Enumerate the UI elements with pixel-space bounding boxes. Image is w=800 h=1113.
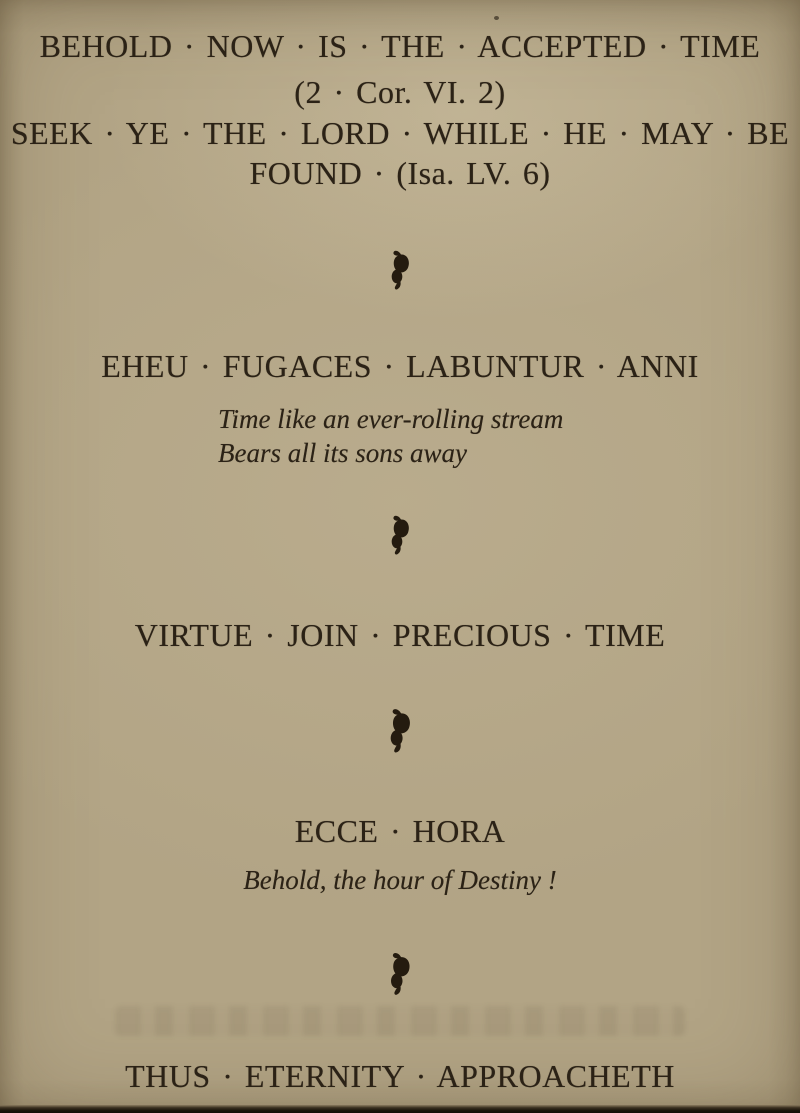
fleuron-leaf-icon (388, 248, 413, 290)
translation-line: Behold, the hour of Destiny ! (243, 865, 557, 895)
paper-speck (494, 16, 499, 20)
inscription-line-with-reference: FOUND · (Isa. LV. 6) (249, 155, 551, 191)
inscription-heading: VIRTUE · JOIN · PRECIOUS · TIME (134, 617, 666, 653)
fleuron-leaf-icon (386, 706, 414, 753)
inscription-heading: EHEU · FUGACES · LABUNTUR · ANNI (101, 348, 699, 384)
page-bottom-edge-shadow (0, 1105, 800, 1113)
inscription-heading: THUS · ETERNITY · APPROACHETH (125, 1058, 675, 1094)
inscription-line: SEEK · YE · THE · LORD · WHILE · HE · MAY · BE (10, 115, 790, 151)
translation-line: Bears all its sons away (218, 438, 468, 468)
fleuron-leaf-icon (388, 513, 413, 555)
inscription-line: BEHOLD · NOW · IS · THE · ACCEPTED · TIME (39, 28, 761, 64)
translation-couplet (218, 402, 563, 470)
translation-line: Time like an ever-rolling stream (218, 404, 564, 434)
inscription-heading: ECCE · HORA (294, 813, 506, 849)
page-showthrough (115, 1006, 685, 1036)
fleuron-leaf-icon (387, 950, 414, 996)
scripture-reference: (2 · Cor. VI. 2) (294, 74, 506, 110)
